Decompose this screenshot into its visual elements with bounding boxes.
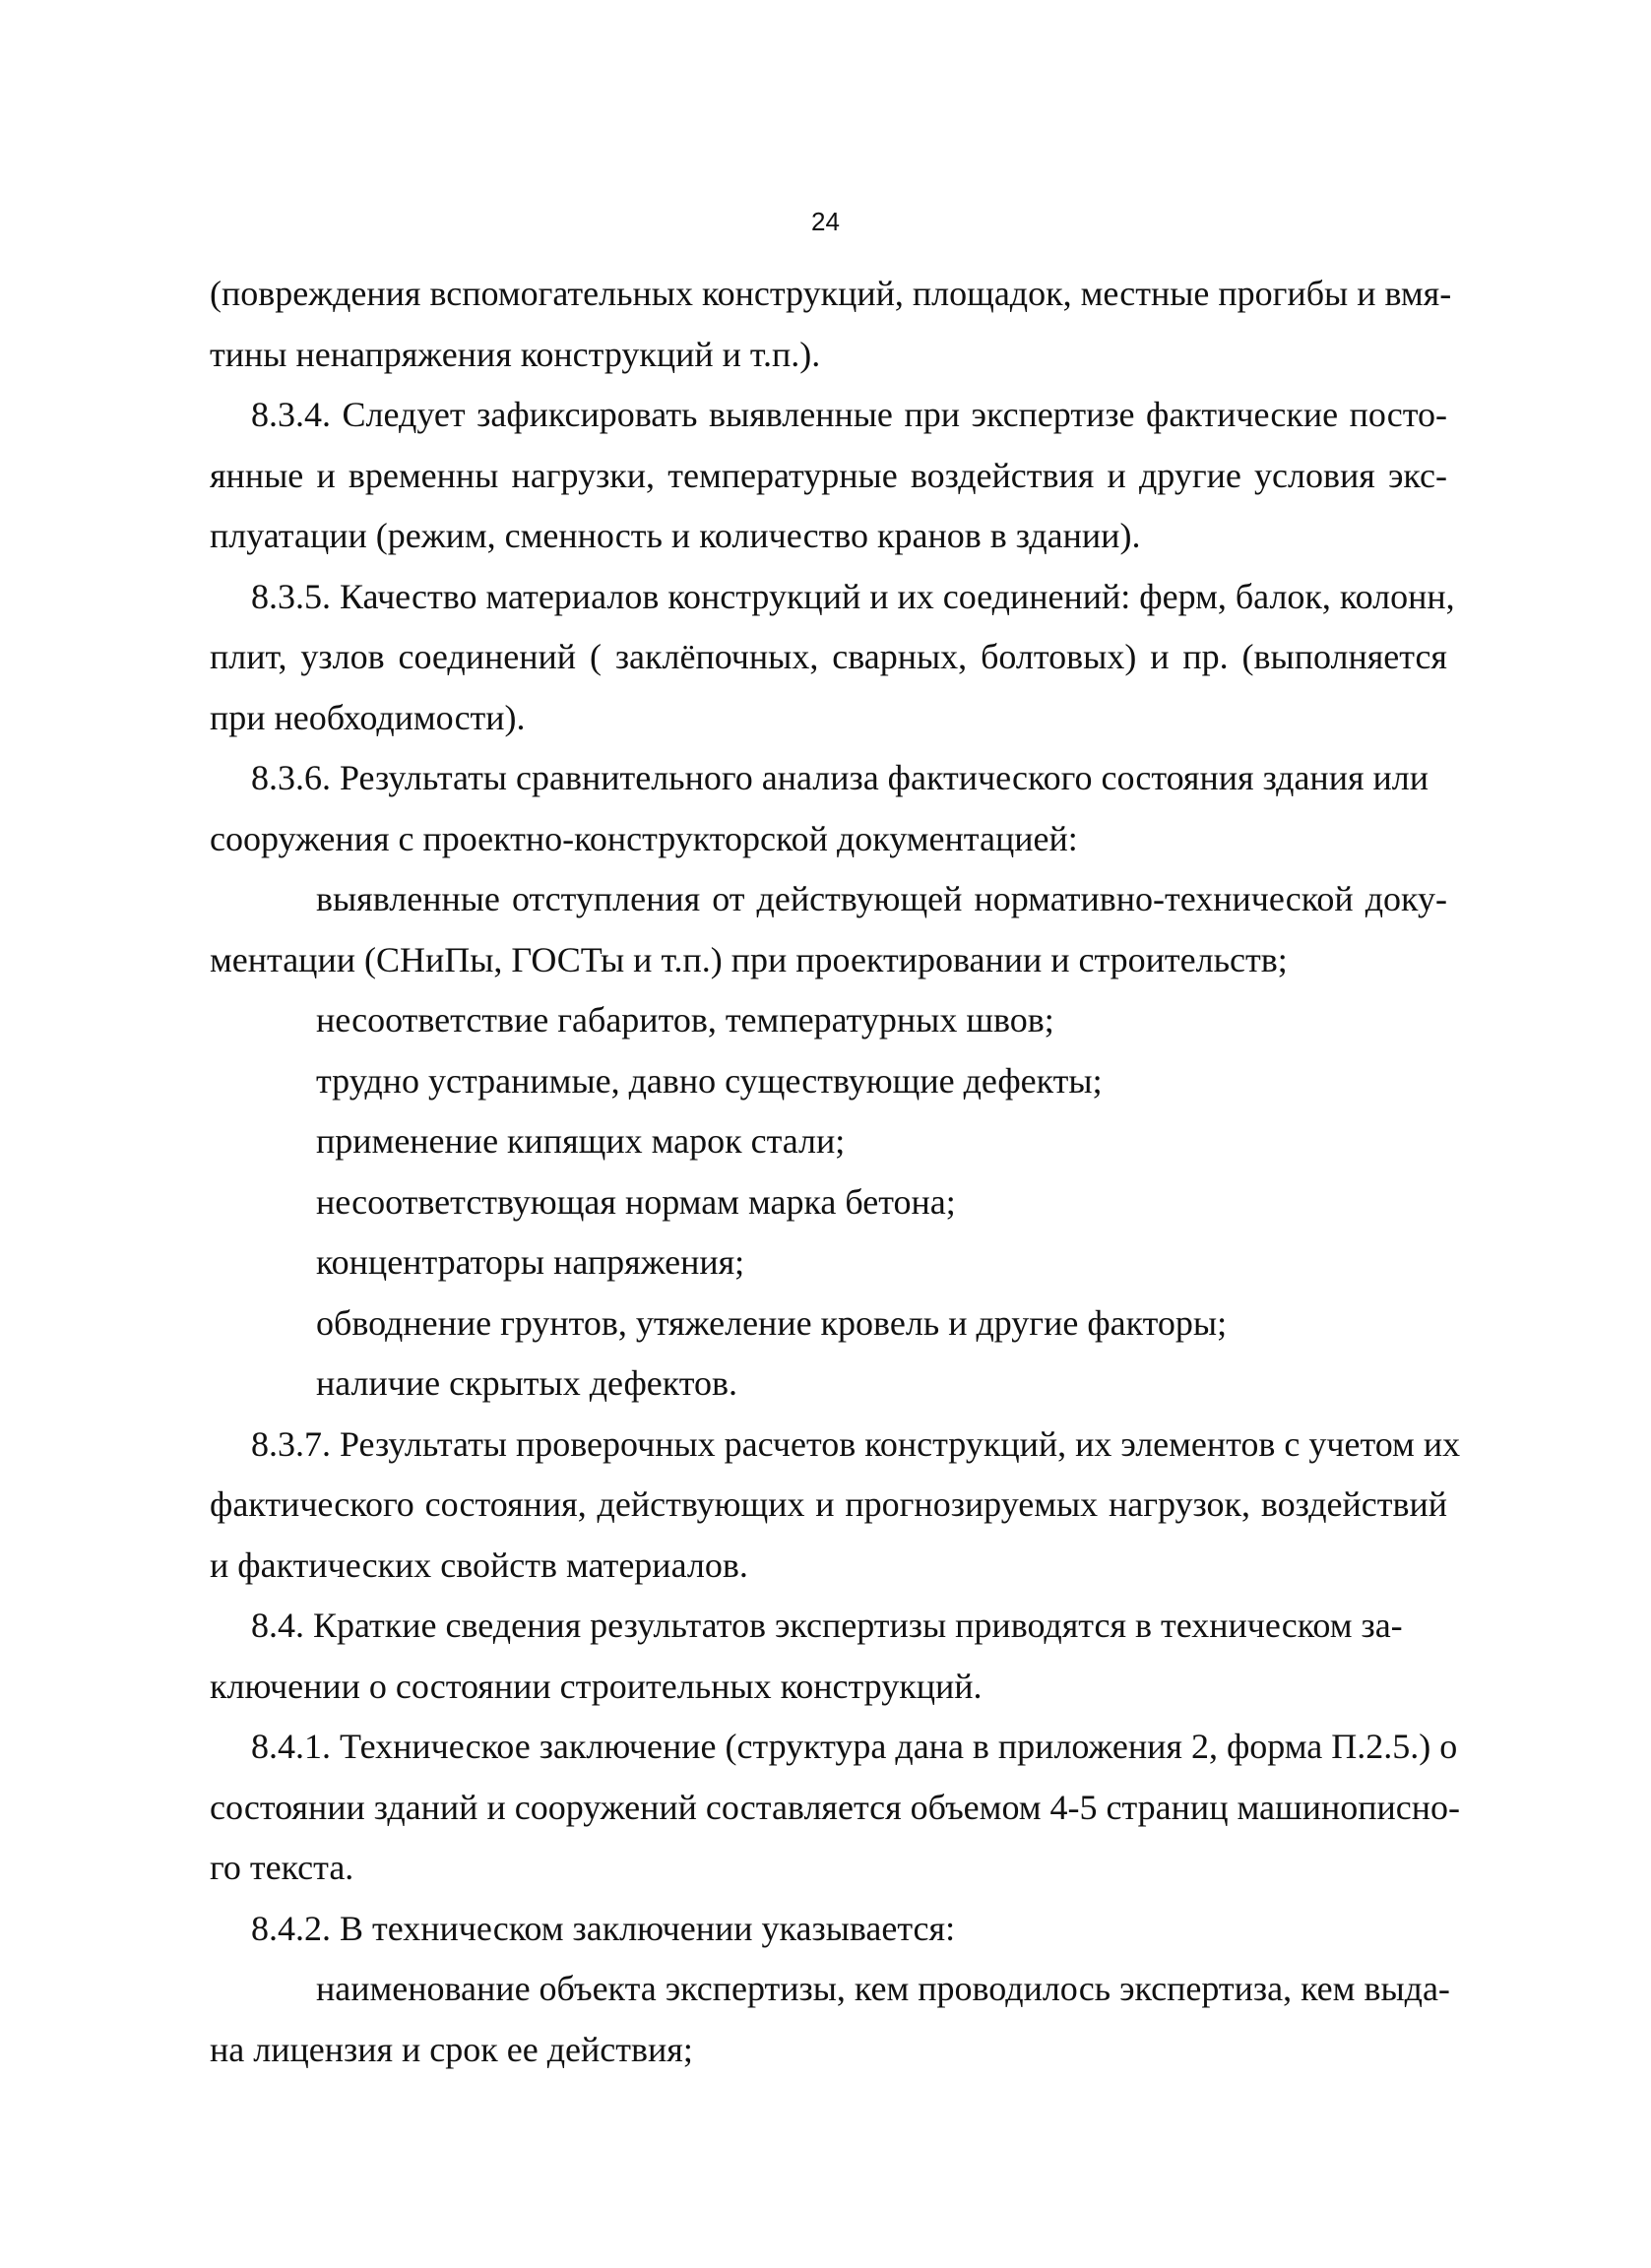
text-line: применение кипящих марок стали;	[316, 1121, 846, 1161]
text-line: тины ненапряжения конструкций и т.п.).	[210, 334, 821, 374]
text-line: при необходимости).	[210, 697, 526, 737]
text-line: наличие скрытых дефектов.	[316, 1363, 738, 1403]
text-line: и фактических свойств материалов.	[210, 1544, 748, 1585]
text-line: 8.4. Краткие сведения результатов экспертизы приводятся в техническом за-	[251, 1606, 1403, 1645]
text-line: состоянии зданий и сооружений составляется объемом 4-5 страниц машинописно-	[210, 1787, 1460, 1827]
text-line: плуатации (режим, сменность и количество кранов в здании).	[210, 516, 1141, 555]
text-line: 8.3.5. Качество материалов конструкций и их соединений: ферм, балок, колонн,	[251, 576, 1455, 616]
text-line: выявленные отступления от действующей нормативно-технической доку-	[316, 879, 1447, 918]
page-number: 24	[811, 207, 840, 236]
text-line: несоответствие габаритов, температурных швов;	[316, 1000, 1054, 1040]
text-line: 8.4.2. В техническом заключении указывается:	[251, 1908, 956, 1948]
text-line: ментации (СНиПы, ГОСТы и т.п.) при проектировании и строительств;	[210, 939, 1288, 979]
text-line: несоответствующая нормам марка бетона;	[316, 1181, 956, 1222]
text-line: 8.3.6. Результаты сравнительного анализа фактического состояния здания или	[251, 758, 1429, 797]
body-text	[210, 264, 1461, 2080]
text-line: 8.4.1. Техническое заключение (структура дана в приложения 2, форма П.2.5.) о	[251, 1727, 1458, 1766]
text-line: ключении о состоянии строительных конструкций.	[210, 1666, 983, 1706]
text-line: плит, узлов соединений ( заклёпочных, сварных, болтовых) и пр. (выполняется	[210, 637, 1447, 676]
text-line: концентраторы напряжения;	[316, 1242, 745, 1282]
text-line: трудно устранимые, давно существующие дефекты;	[316, 1060, 1103, 1101]
text-line: сооружения с проектно-конструкторской документацией:	[210, 818, 1078, 858]
text-line: на лицензия и срок ее действия;	[210, 2029, 693, 2069]
text-line: янные и временны нагрузки, температурные воздействия и другие условия экс-	[210, 455, 1447, 495]
text-line: 8.3.7. Результаты проверочных расчетов конструкций, их элементов с учетом их	[251, 1423, 1461, 1464]
text-line: го текста.	[210, 1848, 354, 1887]
text-line: обводнение грунтов, утяжеление кровель и другие факторы;	[316, 1302, 1228, 1343]
text-line: (повреждения вспомогательных конструкций, площадок, местные прогибы и вмя-	[210, 274, 1452, 313]
text-line: 8.3.4. Следует зафиксировать выявленные при экспертизе фактические посто-	[251, 395, 1447, 434]
text-line: фактического состояния, действующих и прогнозируемых нагрузок, воздействий	[210, 1484, 1447, 1524]
text-line: наименование объекта экспертизы, кем проводилось экспертиза, кем выда-	[316, 1969, 1450, 2008]
